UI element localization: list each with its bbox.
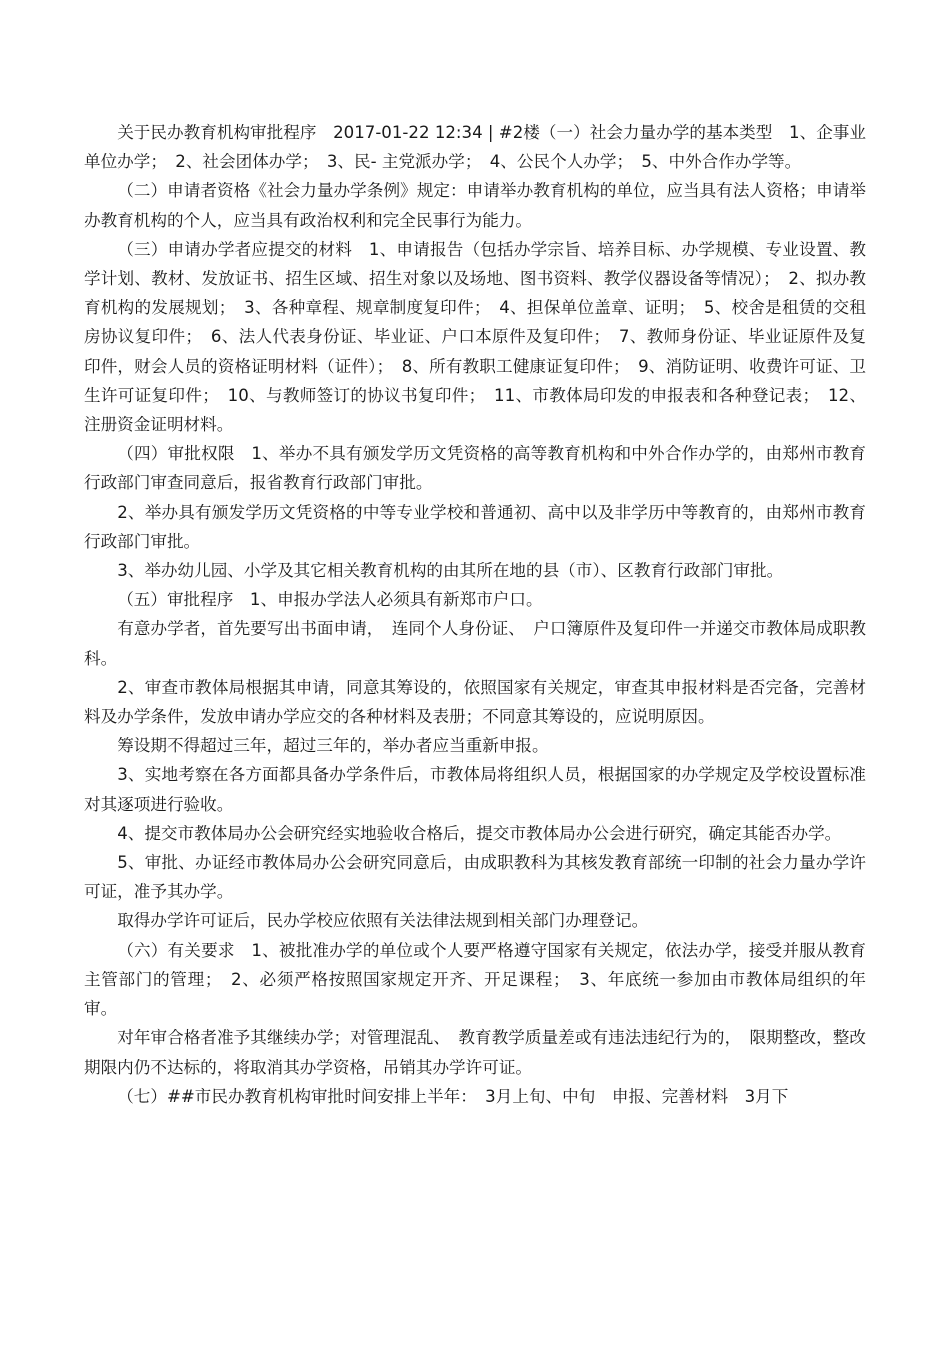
paragraph-registration: 取得办学许可证后，民办学校应依照有关法律法规到相关部门办理登记。 — [117, 911, 649, 931]
paragraph-procedure-meeting: 4、提交市教体局办公会研究经实地验收合格后，提交市教体局办公会进行研究，确定其能否办学。 — [117, 823, 842, 843]
paragraph-approval-procedure: （五）审批程序 1、申报办学法人必须具有新郑市户口。 — [117, 590, 543, 610]
paragraph-applicant-qualification: （二）申请者资格《社会力量办学条例》规定：申请举办教育机构的单位，应当具有法人资格；申请举办教育机构的个人，应当具有政治权利和完全民事行为能力。 — [84, 181, 866, 230]
paragraph-annual-review: 对年审合格者准予其继续办学；对管理混乱、 教育教学质量差或有违法违纪行为的， 限期整改，整改期限内仍不达标的，将取消其办学资格，吊销其办学许可证。 — [84, 1028, 866, 1077]
paragraph-procedure-application: 有意办学者，首先要写出书面申请， 连同个人身份证、 户口簿原件及复印件一并递交市教体局成职教科。 — [84, 619, 866, 668]
document-body — [84, 118, 866, 1111]
paragraph-required-materials: （三）申请办学者应提交的材料 1、申请报告（包括办学宗旨、培养目标、办学规模、专业设置、教学计划、教材、发放证书、招生区域、招生对象以及场地、图书资料、教学仪器设备等情况）； 2、拟办教育机构的发展规划； 3、各种章程、规章制度复印件； 4、担保单位盖章、证明； 5、校舍是租赁的交租房协议复印件； 6、法人代表身份证、毕业证、户口本原件及复印件； 7、教师身份证、毕业证原件及复印件，财会人员的资格证明材料（证件）； 8、所有教职工健康证复印件； 9、消防证明、收费许可证、卫生许可证复印件； 10、与教师签订的协议书复印件； 11、市教体局印发的申报表和各种登记表； 12、注册资金证明材料。 — [84, 239, 866, 435]
paragraph-title-and-types: 关于民办教育机构审批程序 2017-01-22 12:34 | #2楼（一）社会力量办学的基本类型 1、企事业单位办学； 2、社会团体办学； 3、民- 主党派办学； 4、公民个人办学； 5、中外合作办学等。 — [84, 123, 866, 172]
paragraph-preparation-period: 筹设期不得超过三年，超过三年的，举办者应当重新申报。 — [117, 736, 549, 756]
paragraph-procedure-review: 2、审查市教体局根据其申请，同意其筹设的，依照国家有关规定，审查其申报材料是否完备，完善材料及办学条件，发放申请办学应交的各种材料及表册；不同意其筹设的，应说明原因。 — [84, 677, 866, 727]
paragraph-procedure-license: 5、审批、办证经市教体局办公会研究同意后，由成职教科为其核发教育部统一印制的社会力量办学许可证，准予其办学。 — [84, 853, 866, 902]
paragraph-authority-2: 2、举办具有颁发学历文凭资格的中等专业学校和普通初、高中以及非学历中等教育的，由郑州市教育行政部门审批。 — [84, 502, 866, 551]
paragraph-requirements: （六）有关要求 1、被批准办学的单位或个人要严格遵守国家有关规定，依法办学，接受并服从教育主管部门的管理； 2、必须严格按照国家规定开齐、开足课程； 3、年底统一参加由市教体局组织的年审。 — [84, 940, 866, 1019]
paragraph-authority-3: 3、举办幼儿园、小学及其它相关教育机构的由其所在地的县（市）、区教育行政部门审批。 — [117, 561, 784, 581]
paragraph-procedure-inspection: 3、实地考察在各方面都具备办学条件后，市教体局将组织人员，根据国家的办学规定及学校设置标准对其逐项进行验收。 — [84, 765, 866, 814]
paragraph-schedule: （七）##市民办教育机构审批时间安排上半年： 3月上旬、中旬 申报、完善材料 3月下 — [117, 1086, 789, 1106]
paragraph-approval-authority: （四）审批权限 1、举办不具有颁发学历文凭资格的高等教育机构和中外合作办学的，由郑州市教育行政部门审查同意后，报省教育行政部门审批。 — [84, 444, 866, 493]
